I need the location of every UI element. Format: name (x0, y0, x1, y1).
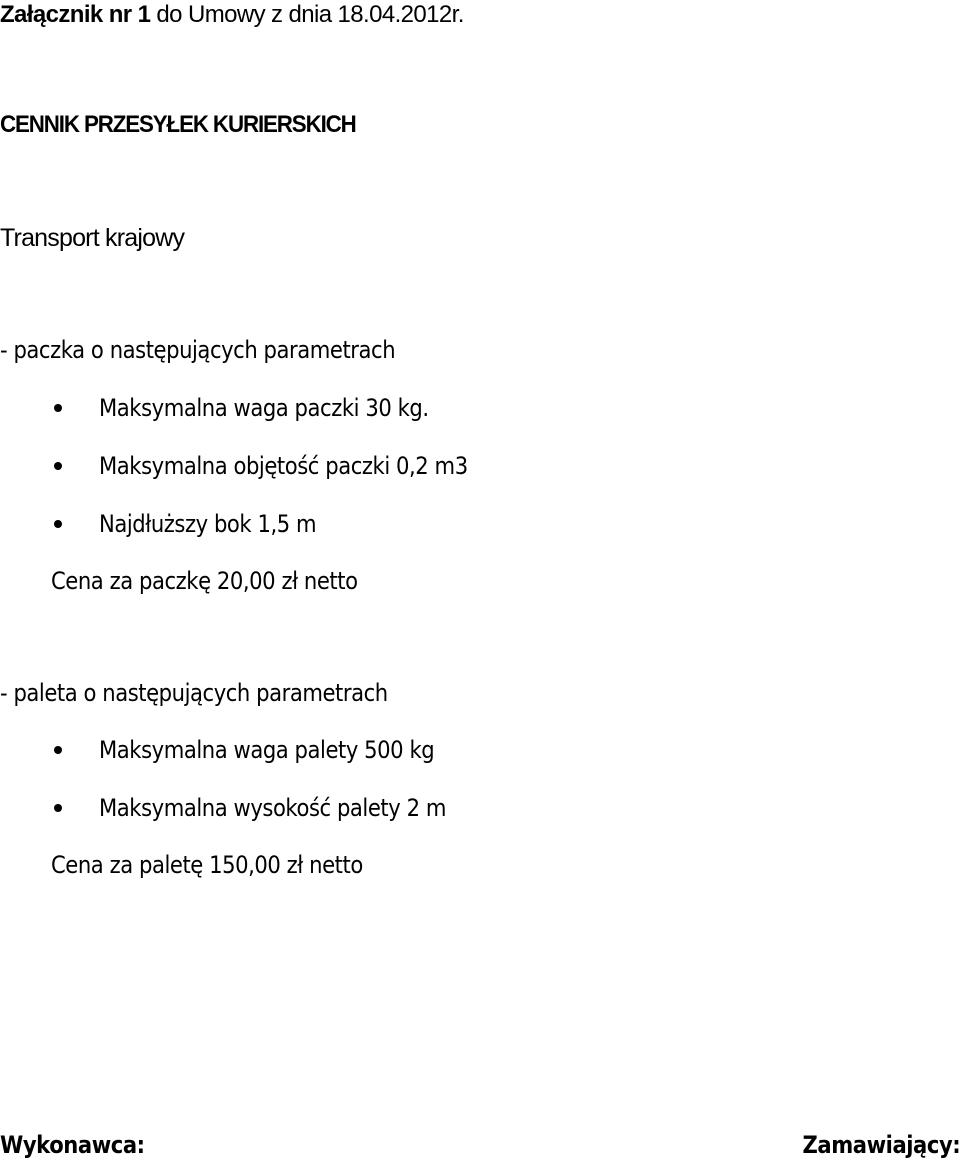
pallet-max-height: Maksymalna wysokość palety 2 m (99, 794, 446, 822)
bullet-icon (54, 804, 62, 812)
pallet-max-weight: Maksymalna waga palety 500 kg (99, 736, 435, 764)
transport-type-heading: Transport krajowy (0, 224, 185, 252)
bullet-icon (54, 746, 62, 754)
attachment-number: Załącznik nr 1 (0, 1, 151, 28)
package-longest-side: Najdłuższy bok 1,5 m (99, 510, 317, 538)
contractor-signature-label: Wykonawca: (0, 1131, 145, 1159)
pallet-price: Cena za paletę 150,00 zł netto (51, 851, 363, 879)
pallet-section-heading: - paleta o następujących parametrach (0, 679, 388, 707)
attachment-agreement-date: do Umowy z dnia 18.04.2012r. (150, 1, 464, 28)
bullet-icon (54, 462, 62, 470)
bullet-icon (54, 404, 62, 412)
bullet-icon (54, 520, 62, 528)
package-price: Cena za paczkę 20,00 zł netto (51, 567, 358, 595)
package-section-heading: - paczka o następujących parametrach (0, 336, 396, 364)
package-max-volume: Maksymalna objętość paczki 0,2 m3 (99, 452, 468, 480)
package-max-weight: Maksymalna waga paczki 30 kg. (99, 394, 429, 422)
attachment-header (0, 1, 464, 29)
client-signature-label: Zamawiający: (802, 1131, 960, 1159)
document-title: CENNIK PRZESYŁEK KURIERSKICH (0, 111, 356, 138)
